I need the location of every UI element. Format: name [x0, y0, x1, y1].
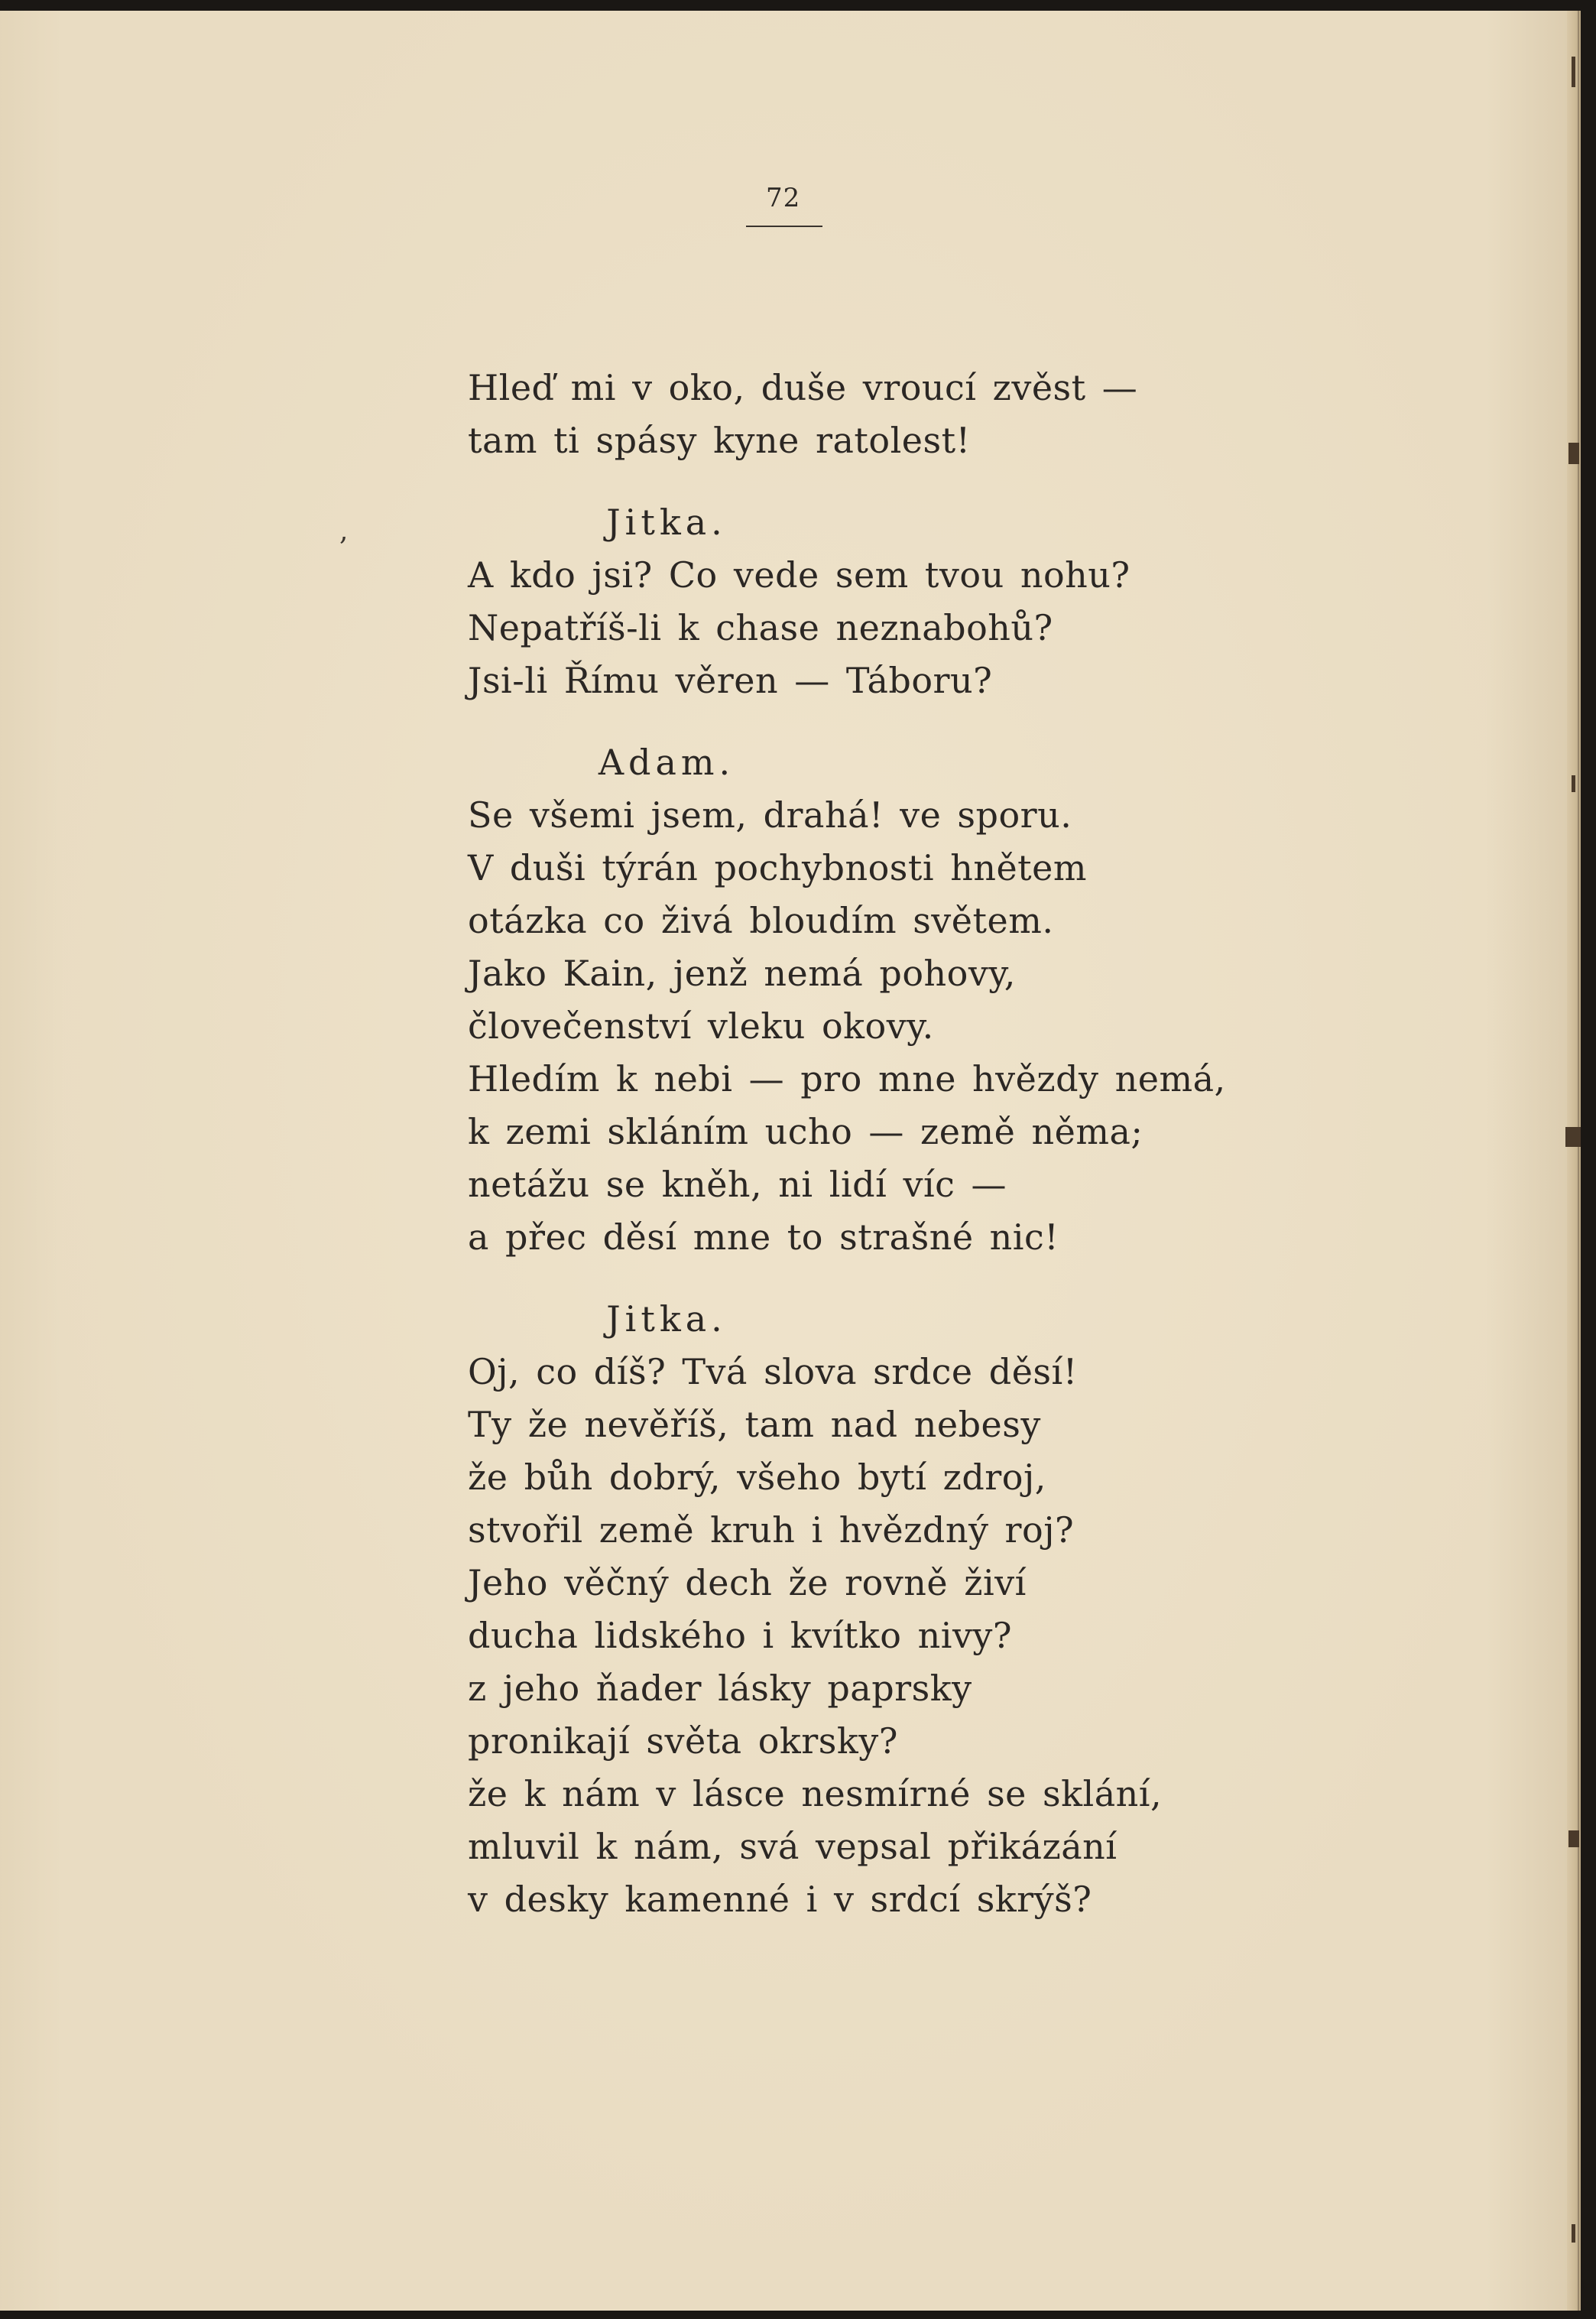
verse-line: mluvil k nám, svá vepsal přikázání — [468, 1826, 1118, 1867]
binding-thread — [1568, 443, 1579, 464]
verse-line: Jako Kain, jenž nemá pohovy, — [468, 953, 1016, 994]
stray-mark: , — [339, 515, 349, 547]
verse-line: Jeho věčný dech že rovně živí — [468, 1562, 1027, 1603]
verse-line: a přec děsí mne to strašné nic! — [468, 1216, 1059, 1258]
binding-thread — [1568, 1830, 1579, 1847]
binding-thread — [1572, 2224, 1575, 2243]
verse-line: človečenství vleku okovy. — [468, 1005, 934, 1047]
verse-line: stvořil země kruh i hvězdný roj? — [468, 1509, 1075, 1551]
page-number: 72 — [766, 183, 801, 213]
speaker-name: Adam. — [598, 742, 735, 783]
verse-line: z jeho ňader lásky paprsky — [468, 1668, 972, 1709]
verse-line: že k nám v lásce nesmírné se sklání, — [468, 1773, 1163, 1814]
verse-line: Ty že nevěříš, tam nad nebesy — [468, 1404, 1041, 1445]
binding-thread — [1565, 1127, 1581, 1147]
verse-line: ducha lidského i kvítko nivy? — [468, 1615, 1013, 1656]
binding-edge-line — [1578, 11, 1579, 2311]
verse-line: A kdo jsi? Co vede sem tvou nohu? — [468, 554, 1130, 596]
verse-line: Hleď mi v oko, duše vroucí zvěst — — [468, 367, 1138, 408]
verse-line: Nepatříš-li k chase neznabohů? — [468, 607, 1053, 648]
verse-line: Jsi-li Římu věren — Táboru? — [468, 660, 993, 701]
verse-line: otázka co živá bloudím světem. — [468, 900, 1054, 941]
verse-line: tam ti spásy kyne ratolest! — [468, 420, 971, 461]
verse-line: Hledím k nebi — pro mne hvězdy nemá, — [468, 1058, 1226, 1099]
page-number-rule — [746, 226, 822, 227]
speaker-name: Jitka. — [606, 1298, 727, 1340]
verse-line: v desky kamenné i v srdcí skrýš? — [468, 1879, 1092, 1920]
verse-line: pronikají světa okrsky? — [468, 1720, 898, 1762]
verse-line: Se všemi jsem, drahá! ve sporu. — [468, 794, 1072, 836]
verse-line: V duši týrán pochybnosti hnětem — [468, 847, 1087, 888]
verse-line: že bůh dobrý, všeho bytí zdroj, — [468, 1457, 1046, 1498]
verse-line: k zemi skláním ucho — země něma; — [468, 1111, 1143, 1152]
verse-line: netážu se kněh, ni lidí víc — — [468, 1164, 1007, 1205]
speaker-name: Jitka. — [606, 502, 727, 543]
binding-thread — [1572, 57, 1575, 87]
book-page — [0, 11, 1581, 2311]
binding-thread — [1572, 775, 1575, 792]
verse-line: Oj, co díš? Tvá slova srdce děsí! — [468, 1351, 1078, 1392]
